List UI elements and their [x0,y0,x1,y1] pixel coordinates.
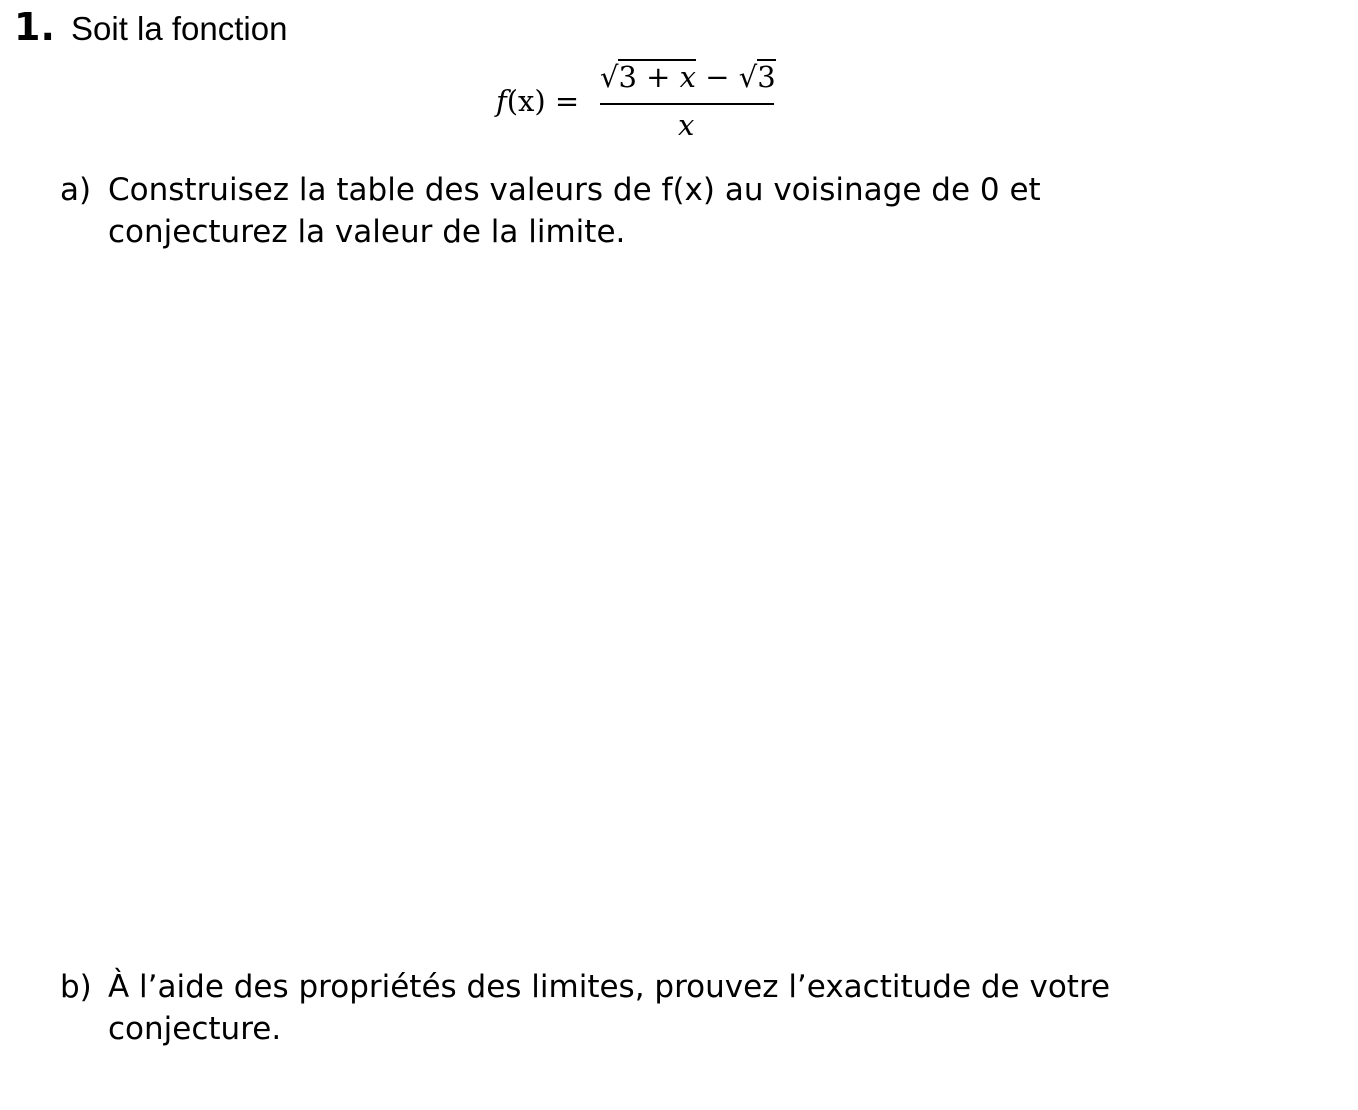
question-a-line1: Construisez la table des valeurs de f(x) au voisinage de 0 et [108,172,1041,208]
formula-numerator [600,59,776,95]
radical-sign: √ [738,60,758,94]
function-formula [496,56,786,146]
sqrt-3 [739,59,776,95]
radicand-3: 3 [757,60,776,94]
question-a-label: a) [60,172,92,208]
question-a-line2: conjecturez la valeur de la limite. [108,214,626,250]
problem-intro: Soit la fonction [71,10,288,47]
fraction-bar [600,103,774,105]
question-b-label: b) [60,969,92,1005]
sqrt-3-plus-x [600,59,696,95]
minus-sign: − [696,60,739,94]
formula-denominator: x [678,108,695,142]
radical-sign: √ [600,60,619,94]
problem-number: 1. [14,5,55,49]
formula-f: f [496,84,507,118]
question-b-line2: conjecture. [108,1011,282,1047]
question-b-line1: À l’aide des propriétés des limites, prouvez l’exactitude de votre [108,969,1111,1005]
question-a [60,169,1160,259]
question-b [60,966,1210,1056]
formula-lhs [496,83,579,119]
radicand-3-plus-x: 3 + x [618,60,697,94]
formula-lhs-rest: (x) = [506,84,580,118]
